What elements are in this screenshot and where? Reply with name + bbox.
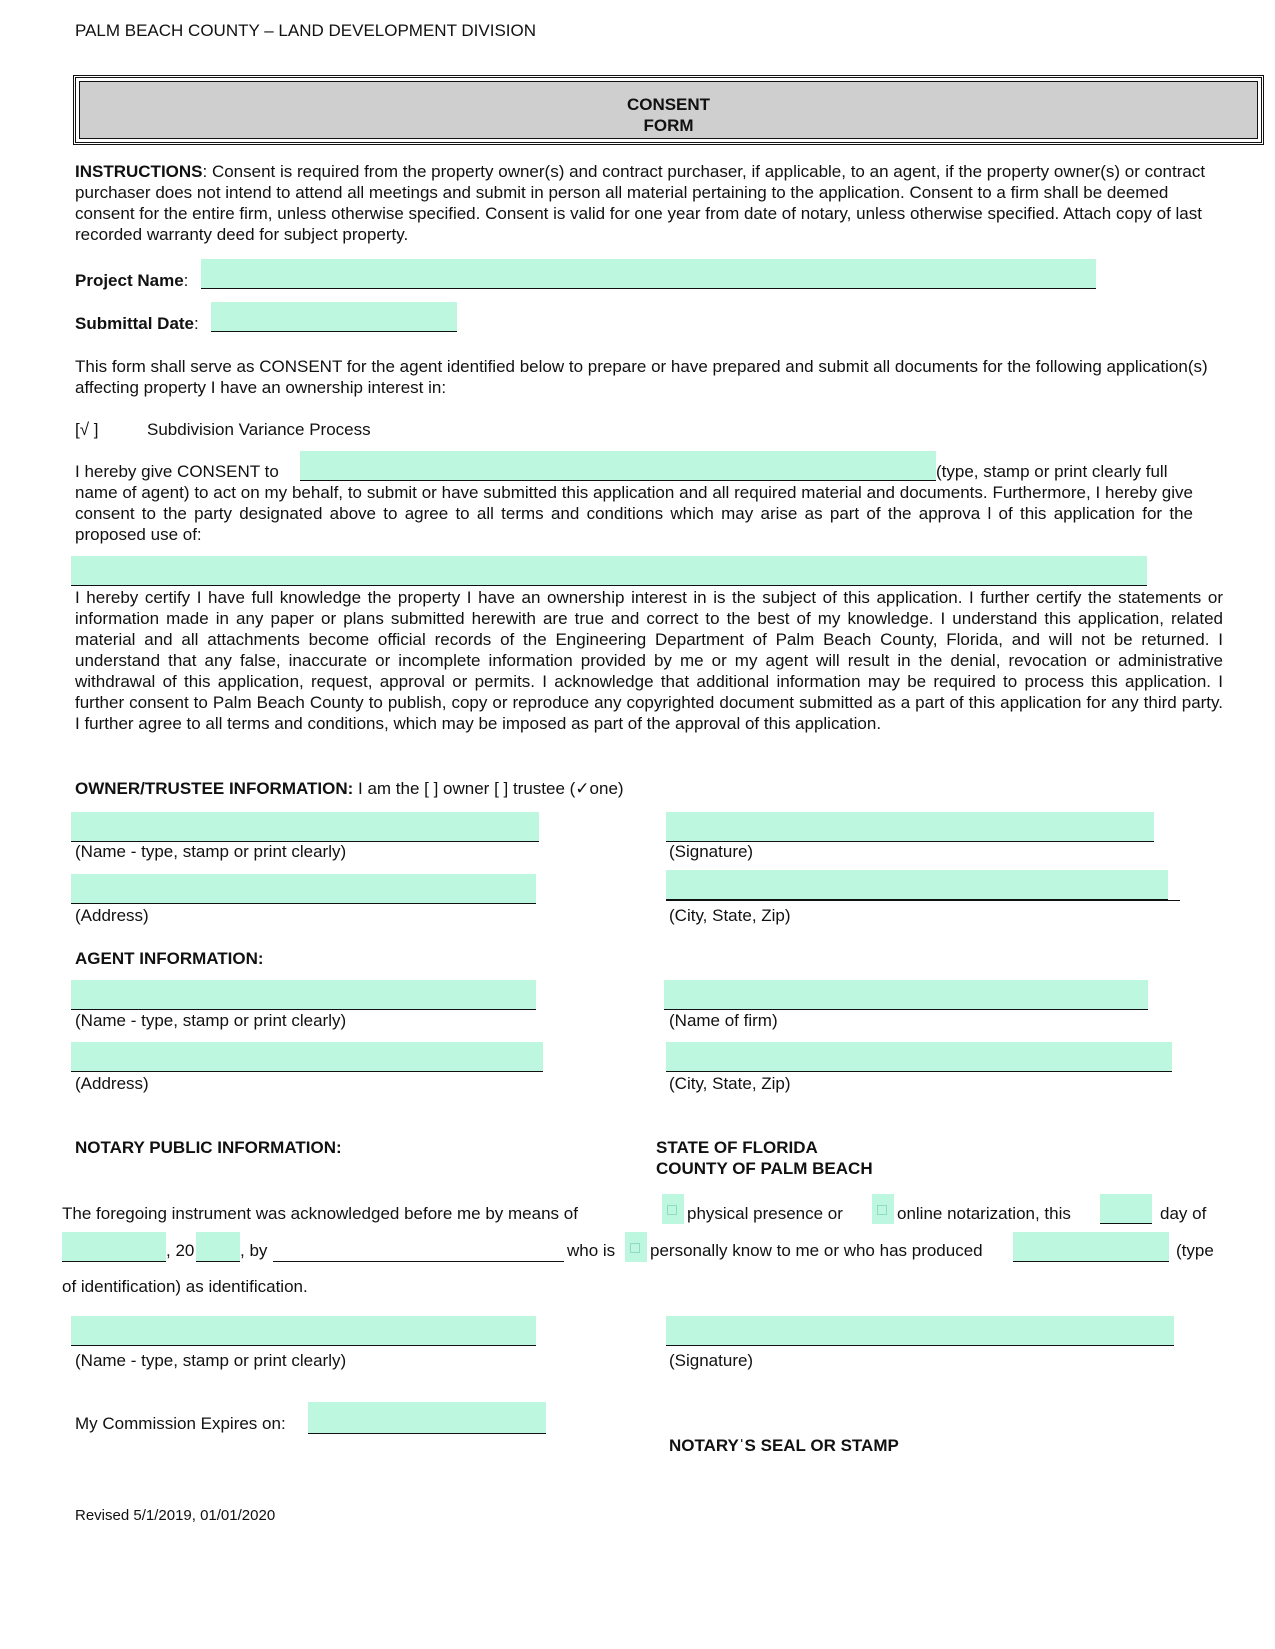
commission-expires-field[interactable] <box>308 1402 546 1434</box>
project-name-label-wrap <box>75 270 188 291</box>
form-title-line2: FORM <box>643 116 694 135</box>
agent-name-field[interactable] <box>71 980 536 1010</box>
notary-line1-d: day of <box>1160 1204 1207 1223</box>
proposed-use-field[interactable] <box>71 556 1147 586</box>
personally-known-checkbox[interactable] <box>625 1232 647 1262</box>
submittal-date-colon: : <box>194 314 199 333</box>
form-title-box <box>73 75 1264 145</box>
checkbox-square-icon <box>877 1205 887 1215</box>
agent-address-label: (Address) <box>75 1074 149 1093</box>
owner-city-field[interactable] <box>666 870 1168 900</box>
owner-heading-wrap <box>75 778 624 799</box>
proposed-use-input[interactable] <box>71 556 1147 585</box>
notary-line2-d: personally know to me or who has produced <box>650 1241 983 1260</box>
certify-text: I hereby certify I have full knowledge the property I have an ownership interest in is the subject of this application. I further certify the statements or information made in any paper or plans submitted herewith are true and correct to the best of my knowledge. I understand this application, related material and all attachments become official records of the Engineering Department of Palm Beach County, Florida, and will not be returned. I understand that any false, inaccurate or incomplete information provided by me or my agent will result in the denial, revocation or administrative withdrawal of this application, request, approval or permits. I acknowledge that additional information may be required to process this application. I further consent to Palm Beach County to publish, copy or reproduce any copyrighted document submitted as a part of this application for any third party. I further agree to all terms and conditions, which may be imposed as part of the approval of this application. <box>75 588 1223 733</box>
checkbox-square-icon <box>630 1243 640 1253</box>
notary-by-underline[interactable] <box>273 1261 564 1262</box>
form-title-line1: CONSENT <box>626 95 711 114</box>
notary-line3: of identification) as identification. <box>62 1277 308 1296</box>
agent-city-field[interactable] <box>666 1042 1172 1072</box>
agent-consent-field[interactable] <box>300 451 936 481</box>
process-checkbox[interactable]: [√ ] <box>75 420 99 439</box>
give-consent-text: name of agent) to act on my behalf, to submit or have submitted this application and all required material and documents. Furthermore, I hereby give consent to the party designated above to agree to all terms and conditions which may arise as part of the approva l of this application for the proposed use of: <box>75 483 1193 544</box>
owner-signature-label: (Signature) <box>669 842 754 861</box>
notary-state: STATE OF FLORIDA <box>656 1138 818 1157</box>
revised-date: Revised 5/1/2019, 01/01/2020 <box>75 1507 276 1524</box>
notary-line1-c: online notarization, this <box>897 1204 1071 1223</box>
notary-line2-b: , by <box>240 1241 268 1260</box>
agency-header: PALM BEACH COUNTY – LAND DEVELOPMENT DIVISION <box>75 21 537 40</box>
notary-line1-a: The foregoing instrument was acknowledged before me by means of <box>62 1204 578 1223</box>
owner-name-field[interactable] <box>71 812 539 842</box>
notary-line1-b: physical presence or <box>687 1204 843 1223</box>
owner-heading: OWNER/TRUSTEE INFORMATION: <box>75 779 354 798</box>
agent-name-label: (Name - type, stamp or print clearly) <box>75 1011 347 1030</box>
owner-address-label: (Address) <box>75 906 149 925</box>
give-consent-prefix: I hereby give CONSENT to <box>75 462 279 481</box>
agent-city-label: (City, State, Zip) <box>669 1074 791 1093</box>
notary-name-field[interactable] <box>71 1316 536 1346</box>
notary-seal-label: NOTARYˈS SEAL OR STAMP <box>669 1436 899 1455</box>
submittal-date-label-wrap <box>75 313 199 334</box>
project-name-label: Project Name <box>75 271 184 290</box>
agent-consent-input[interactable] <box>300 451 936 480</box>
owner-city-label: (City, State, Zip) <box>669 906 791 925</box>
notary-line2-e: (type <box>1176 1241 1214 1260</box>
instructions-text: : Consent is required from the property owner(s) and contract purchaser, if applicable, to an agent, if the property owner(s) or contract purchaser does not intend to attend all meetings and submit in person all material pertaining to the application. Consent to a firm shall be deemed consent for the entire firm, unless otherwise specified. Consent is valid for one year from date of notary, unless otherwise specified. Attach copy of last recorded warranty deed for subject property. <box>75 162 1206 244</box>
process-label: Subdivision Variance Process <box>147 420 371 439</box>
instructions-label: INSTRUCTIONS <box>75 162 203 181</box>
agent-firm-label: (Name of firm) <box>669 1011 778 1030</box>
submittal-date-field[interactable] <box>211 302 457 332</box>
submittal-date-input[interactable] <box>211 302 457 331</box>
commission-label: My Commission Expires on: <box>75 1414 286 1433</box>
give-consent-suffix: (type, stamp or print clearly full <box>936 462 1168 481</box>
submittal-date-label: Submittal Date <box>75 314 195 333</box>
notary-heading: NOTARY PUBLIC INFORMATION: <box>75 1138 342 1157</box>
notary-identification-field[interactable] <box>1013 1232 1169 1262</box>
notary-signature-field[interactable] <box>666 1316 1174 1346</box>
owner-signature-field[interactable] <box>666 812 1154 842</box>
consent-intro: This form shall serve as CONSENT for the agent identified below to prepare or have prepared and submit all documents for the following application(s) affecting property I have an ownership interest in: <box>75 357 1208 397</box>
project-name-colon: : <box>183 271 189 290</box>
project-name-field[interactable] <box>201 259 1096 289</box>
agent-firm-field[interactable] <box>664 980 1148 1010</box>
agent-address-field[interactable] <box>71 1042 543 1072</box>
notary-line2-c: who is <box>567 1241 616 1260</box>
physical-presence-checkbox[interactable] <box>662 1194 684 1224</box>
project-name-input[interactable] <box>201 259 1096 288</box>
checkbox-square-icon <box>667 1205 677 1215</box>
notary-line2-a: , 20 <box>166 1241 195 1260</box>
owner-city-underline <box>666 900 1180 901</box>
notary-name-label: (Name - type, stamp or print clearly) <box>75 1351 347 1370</box>
notary-signature-label: (Signature) <box>669 1351 754 1370</box>
notary-year-field[interactable] <box>196 1232 240 1262</box>
online-notarization-checkbox[interactable] <box>872 1194 894 1224</box>
owner-statement[interactable]: I am the [ ] owner [ ] trustee (✓one) <box>353 779 624 798</box>
owner-name-label: (Name - type, stamp or print clearly) <box>75 842 347 861</box>
notary-county: COUNTY OF PALM BEACH <box>656 1159 873 1178</box>
notary-month-field[interactable] <box>62 1232 166 1262</box>
instructions <box>75 161 1223 245</box>
owner-address-field[interactable] <box>71 874 536 904</box>
notary-day-field[interactable] <box>1100 1194 1152 1224</box>
agent-heading: AGENT INFORMATION: <box>75 949 264 968</box>
